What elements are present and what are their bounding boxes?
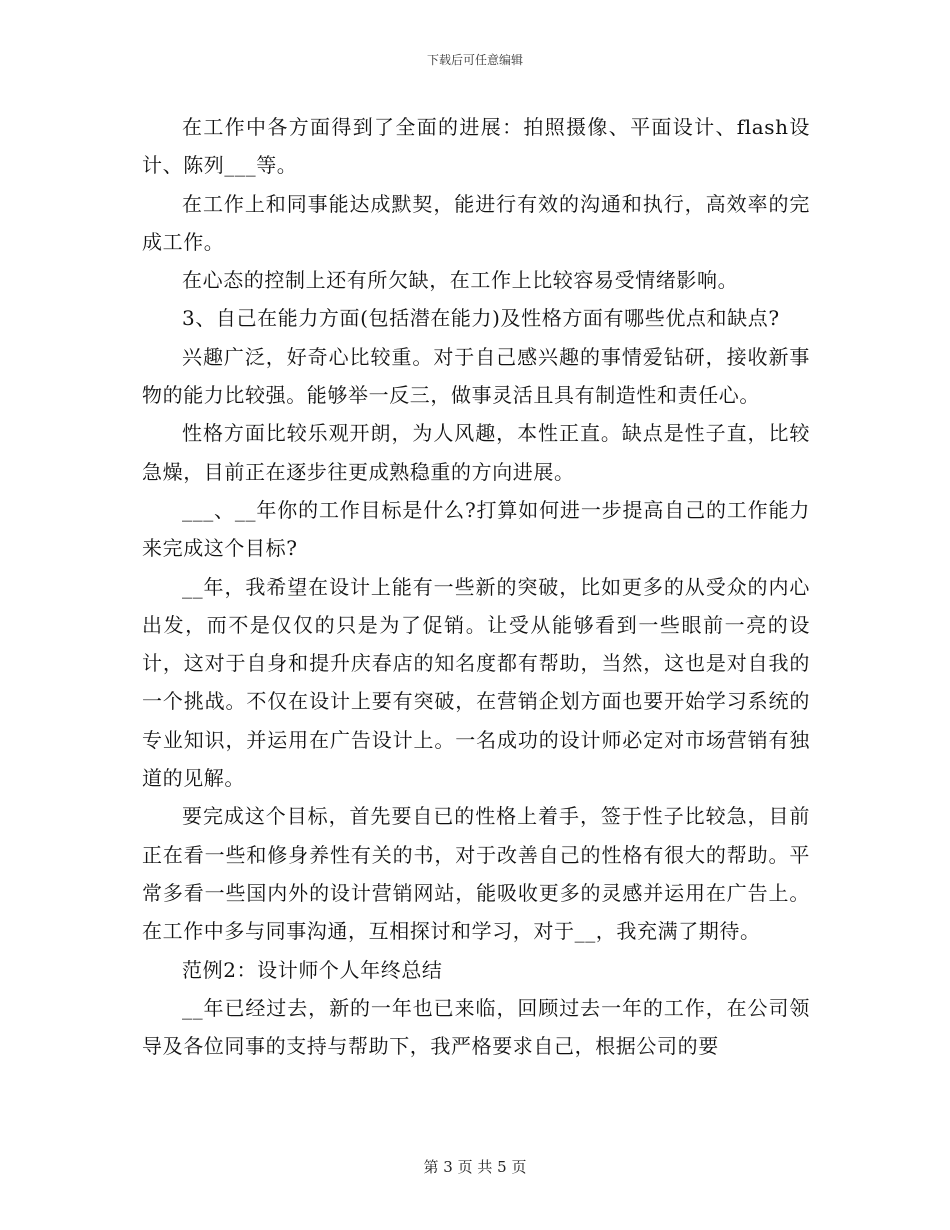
paragraph: 性格方面比较乐观开朗，为人风趣，本性正直。缺点是性子直，比较急燥，目前正在逐步往更成熟稳重的方向进展。: [142, 421, 810, 484]
paragraph: 3、自己在能力方面(包括潜在能力)及性格方面有哪些优点和缺点?: [182, 306, 780, 331]
page-number: 第 3 页 共 5 页: [423, 1158, 527, 1176]
paragraph: __年，我希望在设计上能有一些新的突破，比如更多的从受众的内心出发，而不是仅仅的只是为了促销。让受从能够看到一些眼前一亮的设计，这对于自身和提升庆春店的知名度都有帮助，当然，这也是对自我的一个挑战。不仅在设计上要有突破，在营销企划方面也要开始学习系统的专业知识，并运用在广告设计上。一名成功的设计师必定对市场营销有独道的见解。: [142, 574, 810, 791]
paragraph: __年已经过去，新的一年也已来临，回顾过去一年的工作，在公司领导及各位同事的支持与帮助下，我严格要求自己，根据公司的要: [142, 995, 810, 1059]
paragraph: 在工作上和同事能达成默契，能进行有效的沟通和执行，高效率的完成工作。: [142, 191, 810, 254]
paragraph: 兴趣广泛，好奇心比较重。对于自己感兴趣的事情爱钻研，接收新事物的能力比较强。能够举一反三，做事灵活且具有制造性和责任心。: [142, 344, 810, 408]
paragraph: 在工作中各方面得到了全面的进展：拍照摄像、平面设计、flash设计、陈列___等。: [142, 115, 810, 178]
document-body: [142, 108, 810, 1065]
paragraph: 在心态的控制上还有所欠缺，在工作上比较容易受情绪影响。: [182, 268, 739, 293]
paragraph: 要完成这个目标，首先要自已的性格上着手，签于性子比较急，目前正在看一些和修身养性有关的书，对于改善自己的性格有很大的帮助。平常多看一些国内外的设计营销网站，能吸收更多的灵感并运用在广告上。在工作中多与同事沟通，互相探讨和学习，对于__，我充满了期待。: [142, 804, 810, 944]
section-heading: 范例2：设计师个人年终总结: [182, 957, 443, 982]
page-header: 下载后可任意编辑: [426, 53, 523, 67]
paragraph: ___、__年你的工作目标是什么?打算如何进一步提高自己的工作能力来完成这个目标?: [142, 497, 810, 561]
